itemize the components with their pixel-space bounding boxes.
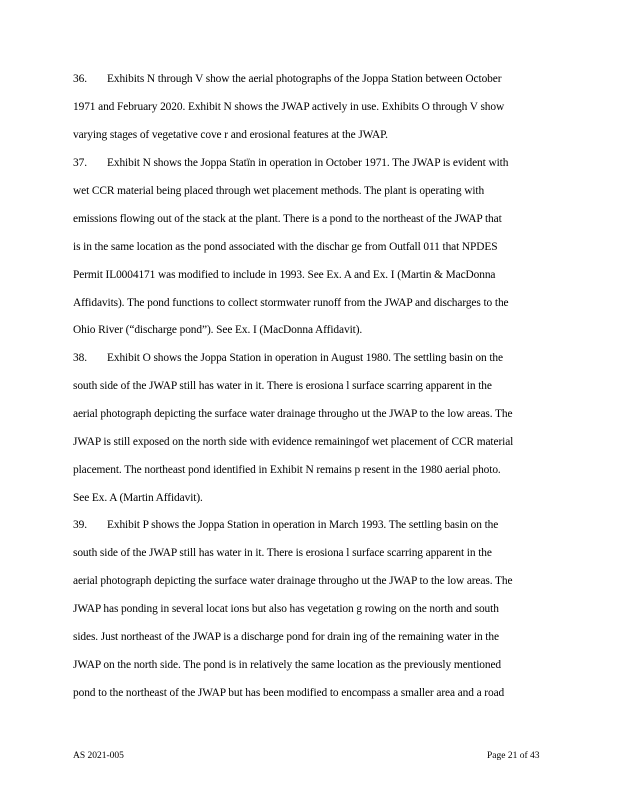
text-line: [73, 72, 501, 86]
footer-case-number: AS 2021-005: [73, 751, 124, 761]
line-text: emissions flowing out of the stack at the plant. There is a pond to the northeast of the JWAP that: [73, 213, 502, 225]
paragraph-number: 37.: [73, 157, 87, 169]
paragraph-number: 39.: [73, 519, 87, 531]
line-text: aerial photograph depicting the surface water drainage througho ut the JWAP to the low areas. The: [73, 575, 513, 587]
text-line: [73, 630, 499, 644]
line-text: is in the same location as the pond associated with the dischar ge from Outfall 011 that NPDES: [73, 241, 498, 253]
line-text: See Ex. A (Martin Affidavit).: [73, 492, 203, 504]
line-text: pond to the northeast of the JWAP but has been modified to encompass a smaller area and a road: [73, 687, 505, 699]
line-text: south side of the JWAP still has water in it. There is erosiona l surface scarring apparent in the: [73, 547, 492, 559]
text-line: [73, 184, 484, 198]
paragraph-number: 36.: [73, 73, 87, 85]
text-line: [73, 463, 501, 477]
text-line: [73, 323, 362, 337]
text-line: [73, 491, 203, 505]
line-text: Exhibit O shows the Joppa Station in operation in August 1980. The settling basin on the: [107, 352, 503, 364]
line-text: Permit IL0004171 was modified to include in 1993. See Ex. A and Ex. I (Martin & MacDonna: [73, 269, 496, 281]
text-line: [73, 658, 501, 672]
text-line: [73, 296, 509, 310]
line-text: wet CCR material being placed through wet placement methods. The plant is operating with: [73, 185, 485, 197]
text-line: [73, 407, 512, 421]
line-text: placement. The northeast pond identified in Exhibit N remains p resent in the 1980 aerial photo.: [73, 464, 501, 476]
text-line: [73, 351, 503, 365]
line-text: south side of the JWAP still has water in it. There is erosiona l surface scarring apparent in the: [73, 380, 492, 392]
line-text: Exhibits N through V show the aerial photographs of the Joppa Station between October: [107, 73, 502, 85]
text-line: [73, 156, 508, 170]
text-line: [73, 435, 513, 449]
text-line: [73, 686, 504, 700]
line-text: Exhibit N shows the Joppa Statïn in operation in October 1971. The JWAP is evident with: [107, 157, 509, 169]
text-line: [73, 602, 499, 616]
text-line: [73, 100, 504, 114]
text-line: [73, 128, 388, 142]
line-text: aerial photograph depicting the surface water drainage througho ut the JWAP to the low areas. The: [73, 408, 513, 420]
line-text: Exhibit P shows the Joppa Station in operation in March 1993. The settling basin on the: [107, 519, 499, 531]
text-line: [73, 240, 498, 254]
line-text: Affidavits). The pond functions to collect stormwater runoff from the JWAP and discharges to the: [73, 297, 509, 309]
line-text: varying stages of vegetative cove r and erosional features at the JWAP.: [73, 129, 388, 141]
line-text: 1971 and February 2020. Exhibit N shows the JWAP actively in use. Exhibits O through V show: [73, 101, 505, 113]
line-text: Ohio River (“discharge pond”). See Ex. I (MacDonna Affidavit).: [73, 324, 363, 336]
text-line: [73, 268, 495, 282]
line-text: JWAP on the north side. The pond is in relatively the same location as the previously mentioned: [73, 659, 502, 671]
text-line: [73, 574, 512, 588]
footer-page-number: Page 21 of 43: [487, 751, 540, 761]
line-text: JWAP is still exposed on the north side with evidence remainingof wet placement of CCR material: [73, 436, 514, 448]
line-text: JWAP has ponding in several locat ions but also has vegetation g rowing on the north and south: [73, 603, 499, 615]
text-line: [73, 379, 492, 393]
text-line: [73, 518, 498, 532]
line-text: sides. Just northeast of the JWAP is a discharge pond for drain ing of the remaining water in the: [73, 631, 499, 643]
paragraph-number: 38.: [73, 352, 87, 364]
text-line: [73, 546, 492, 560]
text-line: [73, 212, 502, 226]
